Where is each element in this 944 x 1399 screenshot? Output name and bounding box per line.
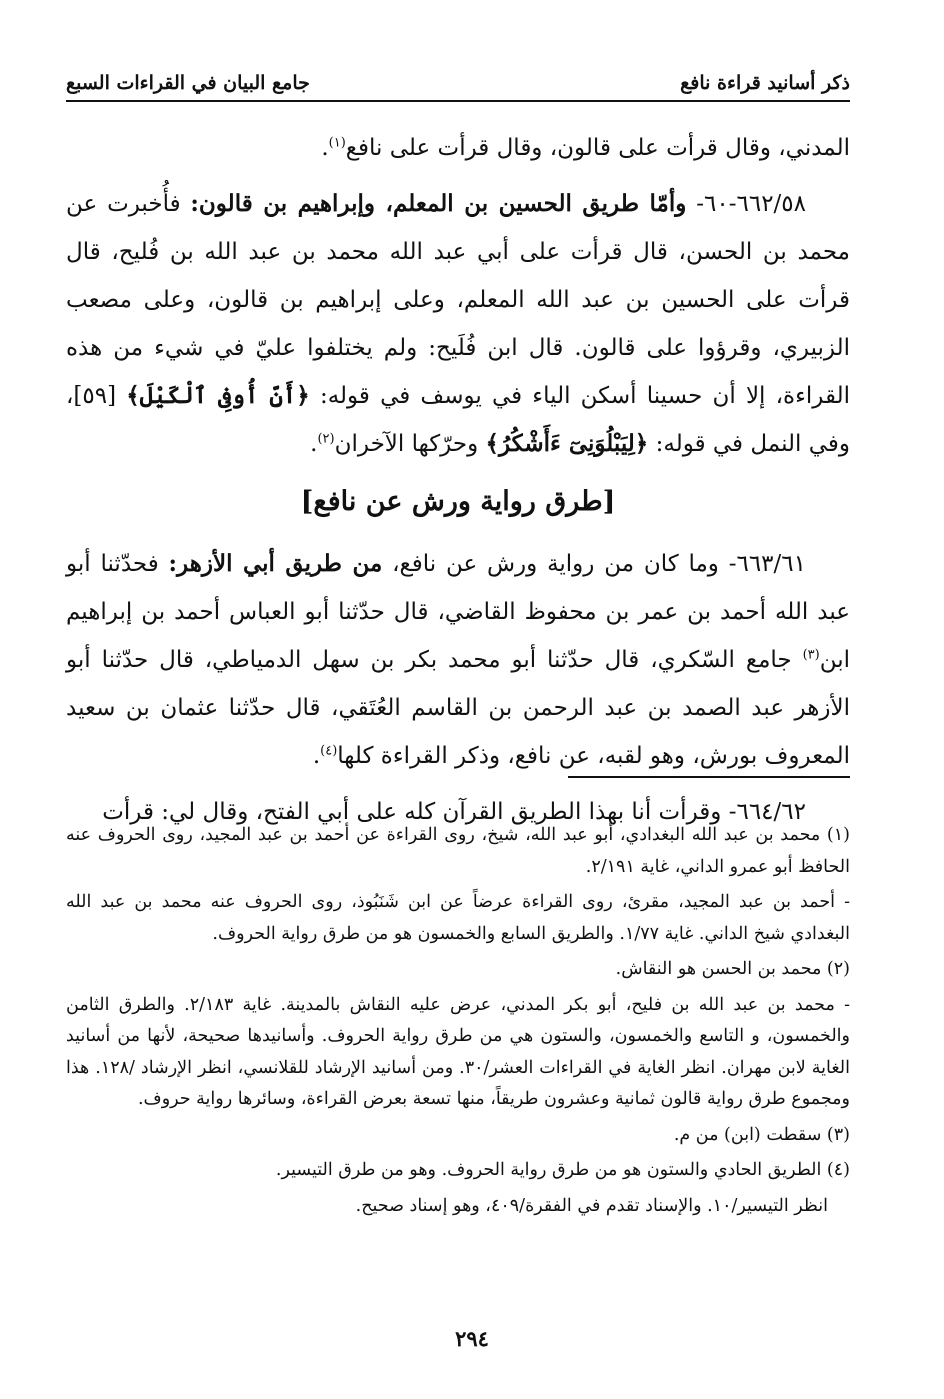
footnote-ref[interactable]: (٤) xyxy=(320,743,338,759)
paragraph-number: ٦٦٣/٦١- xyxy=(728,551,806,577)
footnote-separator xyxy=(568,776,850,778)
text-segment: وقرأت أنا بهذا الطريق القرآن كله على أبي الفتح، وقال لي: قرأت xyxy=(102,799,722,825)
footnote-item: (٢) محمد بن الحسن هو النقاش. xyxy=(615,959,850,979)
footnote-ref[interactable]: (٢) xyxy=(317,431,335,447)
text-segment: فأُخبرت عن محمد بن الحسن، قال قرأت على أبي عبد الله محمد بن عبد الله بن فُليح، قال قرأت على الحسين بن عبد الله المعلم، وعلى إبراهيم بن قالون، وعلى مصعب الزبيري، وقرؤوا على قالون. قال ابن فُلَيح: ولم يختلفوا عليّ في شيء من هذه القراءة، إلا أن حسينا أسكن الياء في يوسف في قوله: xyxy=(66,191,851,409)
text-segment: وحرّكها الآخران xyxy=(334,431,479,457)
footnote-item: - محمد بن عبد الله بن فليح، أبو بكر المدني، عرض عليه النقاش بالمدينة. غاية ٢/١٨٣. والطرق الثامن والخمسون، و التاسع والخمسون، والستون هي من طرق رواية الحروف. وأسانيدها صحيحة، لأنها من أسانيد الغاية لابن مهران. انظر الغاية في القراءات العشر/٣٠. ومن أسانيد الإرشاد للقلانسي، انظر الإرشاد /١٢٨. هذا ومجموع طرق رواية قالون ثمانية وعشرون طريقاً، منها تسعة بعرض القراءة، وسائرها رواية حروف. xyxy=(66,994,850,1109)
text-segment: المدني، وقال قرأت على قالون، وقال قرأت على نافع xyxy=(345,135,850,161)
text-segment: فحدّثنا أبو عبد الله أحمد بن عمر بن محفوظ القاضي، قال حدّثنا أبو العباس أحمد بن إبراهيم ابن xyxy=(66,551,851,673)
footnote-ref[interactable]: (٣) xyxy=(802,647,820,663)
text-segment: [٥٩]، وفي النمل في قوله: xyxy=(66,383,850,457)
paragraph-663 xyxy=(66,540,850,780)
section-heading: [طرق رواية ورش عن نافع] xyxy=(300,486,616,517)
text-segment: . xyxy=(321,135,329,161)
text-segment: . xyxy=(312,743,321,769)
paragraph-number: ٦٦٤/٦٢- xyxy=(728,799,806,825)
paragraph-662 xyxy=(66,180,850,468)
footnote-item: انظر التيسير/١٠. والإسناد تقدم في الفقرة/٤٠٩، وهو إسناد صحيح. xyxy=(355,1195,828,1216)
text-segment: وما كان من رواية ورش عن نافع، xyxy=(392,551,719,577)
page-number: ٢٩٤ xyxy=(455,1326,489,1351)
main-text xyxy=(66,124,850,844)
bold-heading-text: من طريق أبي الأزهر: xyxy=(168,550,383,577)
footnote-item: (٤) الطريق الحادي والستون هو من طرق رواية الحروف. وهو من طرق التيسير. xyxy=(275,1160,850,1180)
paragraph-number: ٦٦٢/٥٨-٦٠- xyxy=(696,191,807,217)
quran-quote: ﴿أَنِّ أُوفِى ٱلْكَيْلَ﴾ xyxy=(126,382,310,409)
quran-quote: ﴿لِيَبْلُوَنِىٓ ءَأَشْكُرُ﴾ xyxy=(485,430,649,457)
bold-heading-text: وأمّا طريق الحسين بن المعلم، وإبراهيم بن قالون: xyxy=(190,190,687,217)
text-segment: جامع السّكري، قال حدّثنا أبو محمد بكر بن سهل الدمياطي، قال حدّثنا أبو الأزهر عبد الصمد بن عبد الرحمن بن القاسم العُتَقي، قال حدّثنا عثمان بن سعيد المعروف بورش، وهو لقبه، عن نافع، وذكر القراءة كلها xyxy=(66,647,850,769)
text-segment: . xyxy=(310,431,318,457)
header-book-title: جامع البيان في القراءات السبع xyxy=(66,72,310,94)
footnote-item: (٣) سقطت (ابن) من م. xyxy=(673,1124,850,1145)
footnote-item: (١) محمد بن عبد الله البغدادي، أبو عبد الله، شيخ، روى القراءة عن أحمد بن عبد المجيد، روى الحروف عنه الحافظ أبو عمرو الداني، غاية ٢/١٩١. xyxy=(66,825,850,877)
footnote-item: - أحمد بن عبد المجيد، مقرئ، روى القراءة عرضاً عن ابن شَنَبُوذ، روى الحروف عنه محمد بن عبد الله البغدادي شيخ الداني. غاية ١/٧٧. والطريق السابع والخمسون هو من طرق رواية الحروف. xyxy=(66,892,850,944)
running-header xyxy=(66,72,850,102)
paragraph-continuation xyxy=(66,124,850,172)
footnotes xyxy=(66,820,850,1226)
header-chapter-title: ذكر أسانيد قراءة نافع xyxy=(680,72,850,94)
footnote-ref[interactable]: (١) xyxy=(328,135,346,151)
